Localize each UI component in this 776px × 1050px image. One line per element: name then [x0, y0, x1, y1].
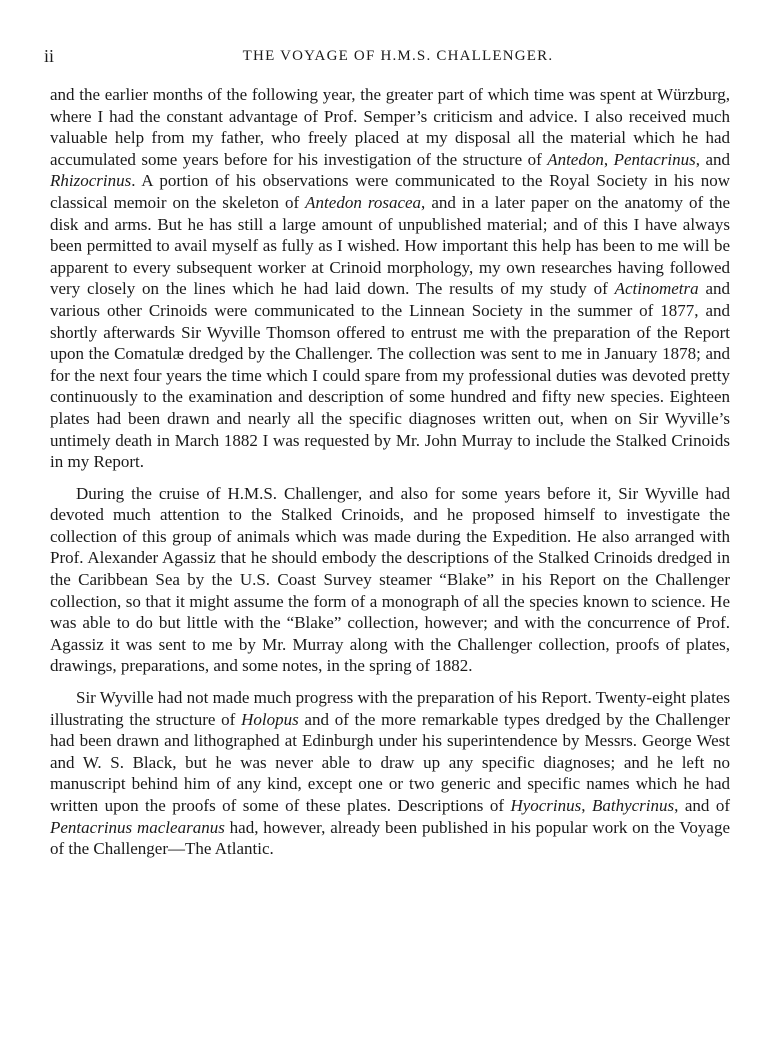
- text-run: and various other Crinoids were communicated to the Linnean Society in the summer of 1877, and shortly afterwards Sir Wyville Thomson offered to entrust me with the preparation of the Report upon the Comatulæ dredged by the Challenger. The collection was sent to me in January 1878; and for the next four years the time which I could spare from my professional duties was devoted pretty continuously to the examination and description of some hundred and fifty new species. Eighteen plates had been drawn and nearly all the specific diagnoses written out, when on Sir Wyville’s untimely death in March 1882 I was requested by Mr. John Murray to include the Stalked Crinoids in my Report.: [50, 279, 731, 472]
- italic-term: Bathycrinus: [591, 796, 675, 815]
- text-run: , and of: [674, 796, 730, 815]
- text-run: ,: [581, 796, 592, 815]
- italic-term: Pentacrinus: [613, 149, 696, 169]
- paragraph: [50, 84, 730, 473]
- text-run: , and in a later paper on the anatomy of the disk and arms. But he has still a large amount of unpublished material; and of this I have always been permitted to avail myself as fully as I wished. How important this help has been to me will be apparent to every subsequent worker at Crinoid morphology, my own researches having followed very closely on the lines which he had laid down. The results of my study of: [50, 192, 730, 299]
- text-run: and the earlier months of the following year, the greater part of which time was spent at Würzburg, where I had the constant advantage of Prof. Semper’s criticism and advice. I also received much valuable help from my father, who freely placed at my disposal all the material which he had accumulated some years before for his investigation of the structure of: [50, 85, 730, 169]
- italic-term: Holopus: [241, 709, 299, 729]
- text-run: and of the more remarkable types dredged by the Challenger had been drawn and lithographed at Edinburgh under his superintendence by Messrs. George West and W. S. Black, but he was never able to draw up any specific diagnoses; and he left no manuscript behind him of any kind, except one or two generic and specific names which he had written upon the proofs of some of these plates. Descriptions of: [50, 709, 730, 815]
- page-number: ii: [44, 46, 55, 66]
- italic-term: Actinometra: [614, 279, 699, 299]
- text-run: During the cruise of H.M.S. Challenger, and also for some years before it, Sir Wyville had devoted much attention to the Stalked Crinoids, and he proposed himself to investigate the collection of this group of animals which was made during the Expedition. He also arranged with Prof. Alexander Agassiz that he should embody the descriptions of the Stalked Crinoids dredged in the Caribbean Sea by the U.S. Coast Survey steamer “Blake” in his Report on the Challenger collection, so that it might assume the form of a monograph of all the species known to science. He was able to do but little with the “Blake” collection, however; and with the concurrence of Prof. Agassiz it was sent to me by Mr. Murray along with the Challenger collection, proofs of plates, drawings, preparations, and some notes, in the spring of 1882.: [50, 483, 730, 676]
- page-header: [44, 46, 732, 68]
- text-run: had, however, already been published in his popular work on the Voyage of the Challenger—The Atlantic.: [50, 817, 730, 859]
- text-run: , and: [695, 149, 730, 169]
- text-run: ,: [603, 149, 614, 169]
- body-text: [50, 84, 730, 870]
- italic-term: Pentacrinus maclearanus: [50, 817, 225, 837]
- italic-term: Rhizocrinus: [50, 171, 132, 191]
- text-run: . A portion of his observations were communicated to the Royal Society in his now classical memoir on the skeleton of: [50, 171, 730, 212]
- text-run: Sir Wyville had not made much progress with the preparation of his Report. Twenty-eight plates illustrating the structure of: [50, 688, 730, 729]
- italic-term: Hyocrinus: [510, 796, 582, 815]
- italic-term: Antedon: [547, 149, 604, 169]
- paragraph: [50, 483, 730, 677]
- paragraph: [50, 687, 730, 860]
- running-title: THE VOYAGE OF H.M.S. CHALLENGER.: [242, 48, 554, 64]
- italic-term: Antedon rosacea: [305, 192, 422, 212]
